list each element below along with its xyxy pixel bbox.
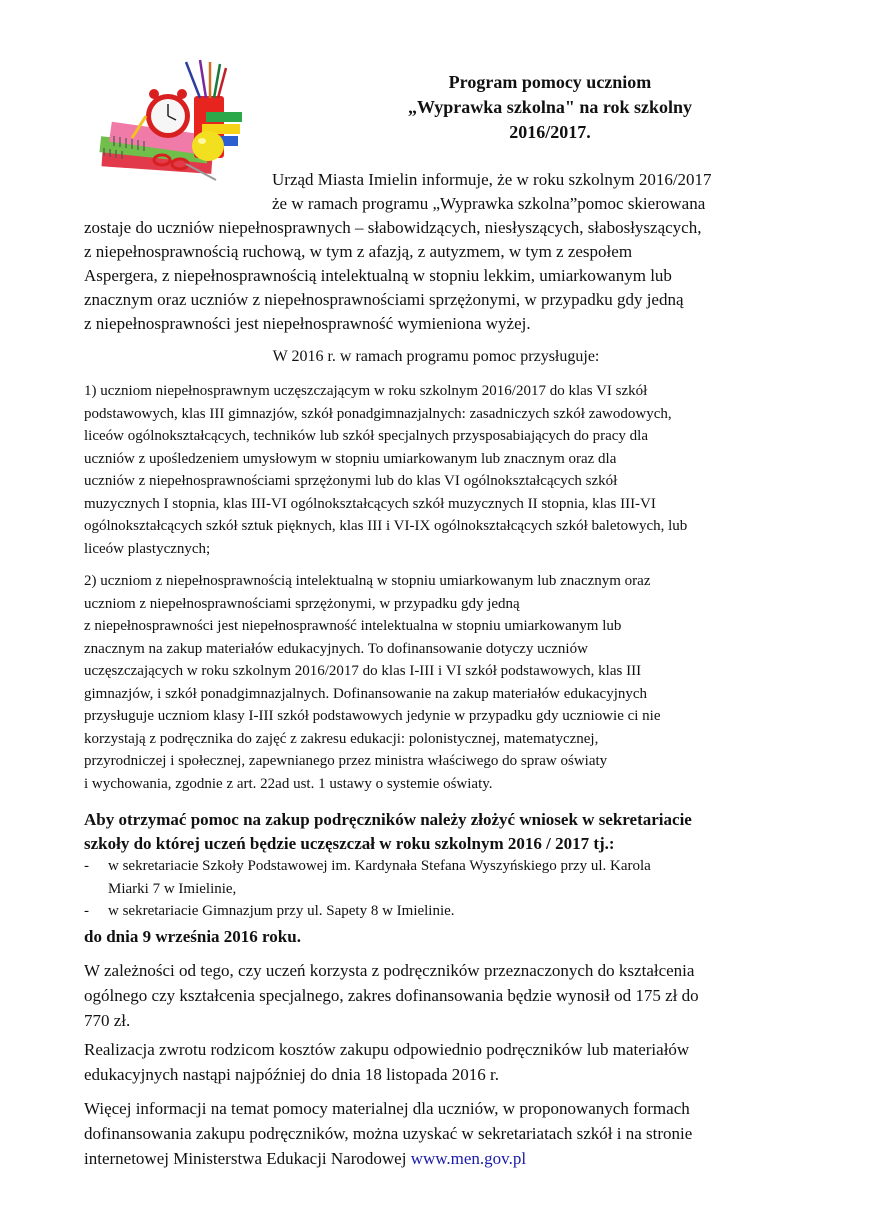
eligibility-item-1 [84, 380, 804, 560]
paragraph-line: Więcej informacji na temat pomocy materialnej dla uczniów, w proponowanych formach [84, 1099, 690, 1118]
item-line: liceów ogólnokształcących, techników lub szkół specjalnych przysposabiających do pracy dla [84, 428, 648, 444]
location-item [84, 855, 651, 900]
paragraph-line: edukacyjnych nastąpi najpóźniej do dnia 18 listopada 2016 r. [84, 1065, 499, 1084]
application-line: Aby otrzymać pomoc na zakup podręczników należy złożyć wniosek w sekretariacie [84, 810, 692, 829]
intro-paragraph [84, 216, 804, 336]
item-line: przyrodniczej i społecznej, zapewnianego przez ministra właściwego do spraw oświaty [84, 753, 608, 769]
more-info-paragraph [84, 1096, 692, 1171]
item-line: uczniom z niepełnosprawnościami sprzężonymi, w przypadku gdy jedną [84, 595, 520, 612]
item-line: uczęszczających w roku szkolnym 2016/2017 do klas I-III i VI szkół podstawowych, klas III [84, 663, 642, 679]
application-line: szkoły do której uczeń będzie uczęszczał w roku szkolnym 2016 / 2017 tj.: [84, 834, 615, 853]
item-line: przysługuje uczniom klasy I-III szkół podstawowych jedynie w przypadku gdy uczniowie ci nie [84, 708, 661, 724]
location-line: Miarki 7 w Imielinie, [108, 880, 237, 897]
intro-line: Urząd Miasta Imielin informuje, że w roku szkolnym 2016/2017 [272, 170, 712, 189]
paragraph-line: 770 zł. [84, 1011, 131, 1030]
intro-line: że w ramach programu „Wyprawka szkolna”pomoc skierowana [272, 194, 706, 213]
location-list [84, 855, 651, 923]
item-line: 1) uczniom niepełnosprawnym uczęszczającym w roku szkolnym 2016/2017 do klas VI szkół [84, 383, 648, 399]
intro-line: z niepełnosprawności jest niepełnosprawność wymieniona wyżej. [84, 314, 531, 333]
refund-paragraph [84, 1037, 689, 1087]
intro-line: z niepełnosprawnością ruchową, w tym z afazją, z autyzmem, w tym z zespołem [84, 242, 633, 261]
item-line: uczniów z niepełnosprawnościami sprzężonymi lub do klas VI ogólnokształcących szkół [84, 473, 618, 489]
application-instructions [84, 808, 692, 856]
paragraph-line: Realizacja zwrotu rodzicom kosztów zakupu odpowiednio podręczników lub materiałów [84, 1040, 690, 1059]
men-website-link[interactable]: www.men.gov.pl [410, 1149, 527, 1168]
deadline: do dnia 9 września 2016 roku. [84, 927, 301, 946]
intro-first-lines [272, 168, 712, 216]
subheading: W 2016 r. w ramach programu pomoc przysługuje: [272, 348, 600, 365]
item-line: i wychowania, zgodnie z art. 22ad ust. 1 ustawy o systemie oświaty. [84, 775, 493, 792]
title-line-3: 2016/2017. [509, 122, 591, 142]
item-line: korzystają z podręcznika do zajęć z zakresu edukacji: polonistycznej, matematycznej, [84, 730, 599, 747]
bullet-dash: - [84, 903, 89, 919]
item-line: znacznym na zakup materiałów edukacyjnych. To dofinansowanie dotyczy uczniów [84, 640, 588, 657]
item-line: gimnazjów, i szkół ponadgimnazjalnych. Dofinansowanie na zakup materiałów edukacyjnych [84, 685, 648, 702]
school-supplies-clipart-icon [96, 56, 256, 188]
location-item [84, 900, 651, 923]
item-line: muzycznych I stopnia, klas III-VI ogólnokształcących szkół muzycznych II stopnia, klas III-VI [84, 495, 656, 512]
item-line: podstawowych, klas III gimnazjów, szkół ponadgimnazjalnych: zasadniczych szkół zawodowych, [84, 405, 672, 422]
paragraph-line: ogólnego czy kształcenia specjalnego, zakres dofinansowania będzie wynosił od 175 zł do [84, 986, 699, 1005]
item-line: uczniów z upośledzeniem umysłowym w stopniu umiarkowanym lub znacznym oraz dla [84, 450, 617, 467]
intro-line: zostaje do uczniów niepełnosprawnych – słabowidzących, niesłyszących, słabosłyszących, [84, 218, 702, 237]
paragraph-line [84, 1146, 692, 1171]
intro-line: Aspergera, z niepełnosprawnością intelektualną w stopniu lekkim, umiarkowanym lub [84, 266, 672, 285]
item-line: ogólnokształcących szkół sztuk pięknych, klas III i VI-IX ogólnokształcących szkół baletowych, lub [84, 518, 688, 534]
title-line-2: „Wyprawka szkolna" na rok szkolny [407, 97, 693, 117]
paragraph-text: internetowej Ministerstwa Edukacji Narodowej [84, 1149, 411, 1168]
item-line: z niepełnosprawności jest niepełnosprawność intelektualna w stopniu umiarkowanym lub [84, 618, 622, 634]
intro-line: znacznym oraz uczniów z niepełnosprawnościami sprzężonymi, w przypadku gdy jedną [84, 290, 684, 309]
location-line: w sekretariacie Szkoły Podstawowej im. Kardynała Stefana Wyszyńskiego przy ul. Karola [108, 858, 651, 874]
item-line: liceów plastycznych; [84, 540, 211, 557]
paragraph-line: W zależności od tego, czy uczeń korzysta z podręczników przeznaczonych do kształcenia [84, 961, 695, 980]
item-line: 2) uczniom z niepełnosprawnością intelektualną w stopniu umiarkowanym lub znacznym oraz [84, 573, 651, 589]
funding-range-paragraph [84, 958, 699, 1033]
eligibility-item-2 [84, 570, 804, 795]
page-title [340, 70, 760, 145]
title-line-1: Program pomocy uczniom [448, 72, 652, 92]
bullet-dash: - [84, 858, 89, 874]
paragraph-line: dofinansowania zakupu podręczników, można uzyskać w sekretariatach szkół i na stronie [84, 1124, 693, 1143]
location-line: w sekretariacie Gimnazjum przy ul. Sapety 8 w Imielinie. [108, 903, 455, 919]
